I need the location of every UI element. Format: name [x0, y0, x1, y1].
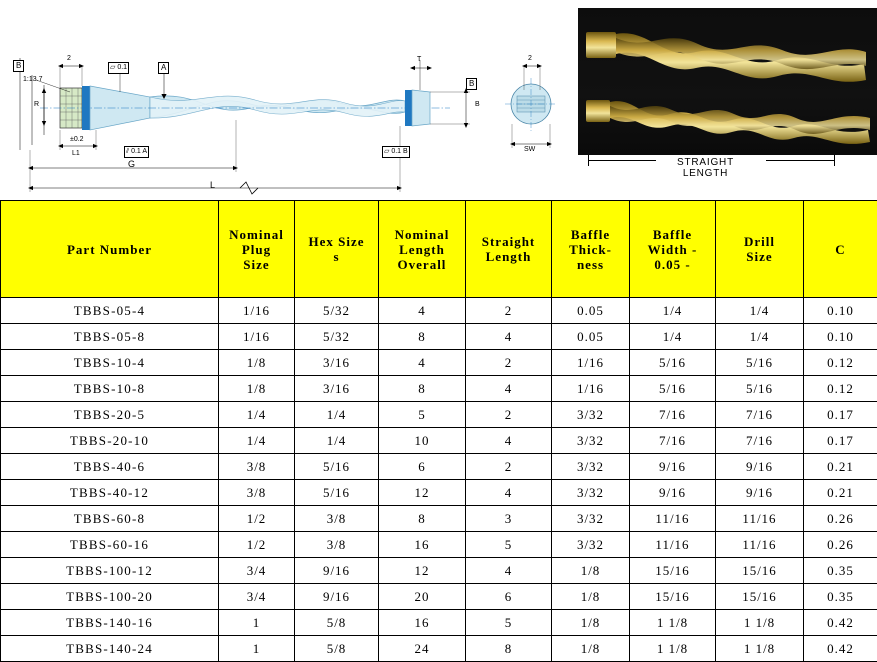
parallelism-value: 0.1 A — [131, 148, 147, 155]
spec-table-wrapper — [0, 200, 877, 662]
header-nominal-plug-size-line2: Plug — [220, 242, 293, 257]
cell-nominal-plug-size: 3/8 — [219, 480, 295, 506]
cell-hex-size: 3/8 — [295, 506, 379, 532]
cell-part-number: TBBS-100-12 — [1, 558, 219, 584]
cell-baffle-width: 1/4 — [630, 324, 716, 350]
cell-nominal-plug-size: 1/2 — [219, 506, 295, 532]
cell-hex-size: 5/32 — [295, 324, 379, 350]
cell-baffle-thickness: 0.05 — [552, 298, 630, 324]
cell-drill-size: 7/16 — [716, 428, 804, 454]
cell-nominal-length-overall: 12 — [379, 480, 466, 506]
cell-nominal-plug-size: 3/8 — [219, 454, 295, 480]
cell-part-number: TBBS-140-24 — [1, 636, 219, 662]
header-baffle-thickness-line1: Baffle — [553, 227, 628, 242]
cell-part-number: TBBS-10-8 — [1, 376, 219, 402]
cell-baffle-thickness: 3/32 — [552, 402, 630, 428]
header-baffle-thickness — [552, 201, 630, 298]
cell-c: 0.42 — [804, 636, 877, 662]
dim-g-label: G — [128, 159, 135, 169]
technical-drawing-svg — [0, 0, 580, 200]
cell-baffle-width: 11/16 — [630, 506, 716, 532]
diagram-area — [0, 0, 877, 200]
cell-drill-size: 15/16 — [716, 558, 804, 584]
product-photo — [578, 0, 877, 200]
cell-baffle-width: 11/16 — [630, 532, 716, 558]
header-nominal-plug-size — [219, 201, 295, 298]
cell-straight-length: 2 — [466, 454, 552, 480]
cell-nominal-length-overall: 24 — [379, 636, 466, 662]
header-c-line1: C — [805, 242, 876, 257]
header-baffle-thickness-line3: ness — [553, 257, 628, 272]
cell-nominal-length-overall: 4 — [379, 350, 466, 376]
cell-drill-size: 1/4 — [716, 298, 804, 324]
cell-drill-size: 9/16 — [716, 454, 804, 480]
header-nominal-length-overall-line2: Length — [380, 242, 464, 257]
cell-c: 0.10 — [804, 298, 877, 324]
header-nominal-length-overall-line3: Overall — [380, 257, 464, 272]
taper-ratio-label: 1:13.7 — [23, 76, 42, 83]
cell-c: 0.21 — [804, 454, 877, 480]
cell-straight-length: 5 — [466, 532, 552, 558]
cell-c: 0.17 — [804, 428, 877, 454]
cell-hex-size: 9/16 — [295, 584, 379, 610]
cell-part-number: TBBS-60-8 — [1, 506, 219, 532]
header-part-number — [1, 201, 219, 298]
cell-drill-size: 9/16 — [716, 480, 804, 506]
cell-drill-size: 15/16 — [716, 584, 804, 610]
cell-nominal-plug-size: 1/4 — [219, 402, 295, 428]
header-nominal-length-overall-line1: Nominal — [380, 227, 464, 242]
cell-drill-size: 5/16 — [716, 350, 804, 376]
datum-b-right: B — [466, 78, 477, 90]
straight-length-line1: STRAIGHT — [578, 157, 855, 168]
cell-baffle-width: 5/16 — [630, 376, 716, 402]
header-drill-size-line2: Size — [717, 249, 802, 264]
cell-nominal-plug-size: 1/2 — [219, 532, 295, 558]
table-body — [1, 298, 877, 662]
table-row — [1, 402, 877, 428]
cell-baffle-thickness: 3/32 — [552, 428, 630, 454]
cell-nominal-plug-size: 1/16 — [219, 324, 295, 350]
cell-baffle-thickness: 1/16 — [552, 350, 630, 376]
cell-c: 0.42 — [804, 610, 877, 636]
table-row — [1, 350, 877, 376]
cell-part-number: TBBS-10-4 — [1, 350, 219, 376]
cell-hex-size: 5/16 — [295, 454, 379, 480]
cell-c: 0.21 — [804, 480, 877, 506]
cell-straight-length: 5 — [466, 610, 552, 636]
table-row — [1, 584, 877, 610]
cell-nominal-length-overall: 8 — [379, 324, 466, 350]
twisted-baffle-photo — [578, 8, 877, 155]
header-straight-length-line1: Straight — [467, 234, 550, 249]
cell-c: 0.26 — [804, 506, 877, 532]
technical-drawing — [0, 0, 580, 200]
photo-background — [578, 8, 877, 155]
header-baffle-width-line2: Width - — [631, 242, 714, 257]
cell-baffle-thickness: 1/16 — [552, 376, 630, 402]
cell-hex-size: 5/8 — [295, 610, 379, 636]
header-baffle-width-line3: 0.05 - — [631, 257, 714, 272]
dim-l-label: L — [210, 180, 215, 190]
header-drill-size — [716, 201, 804, 298]
cell-nominal-length-overall: 16 — [379, 532, 466, 558]
cell-straight-length: 2 — [466, 402, 552, 428]
cell-nominal-plug-size: 3/4 — [219, 558, 295, 584]
datum-a: A — [158, 62, 169, 74]
cell-drill-size: 5/16 — [716, 376, 804, 402]
cell-baffle-width: 1/4 — [630, 298, 716, 324]
cell-nominal-plug-size: 1/8 — [219, 376, 295, 402]
cell-baffle-thickness: 1/8 — [552, 610, 630, 636]
cell-nominal-plug-size: 3/4 — [219, 584, 295, 610]
cell-c: 0.12 — [804, 350, 877, 376]
cell-nominal-plug-size: 1/16 — [219, 298, 295, 324]
cell-hex-size: 1/4 — [295, 428, 379, 454]
cell-c: 0.35 — [804, 584, 877, 610]
cell-baffle-width: 1 1/8 — [630, 636, 716, 662]
cell-nominal-plug-size: 1 — [219, 610, 295, 636]
cell-straight-length: 4 — [466, 428, 552, 454]
flatness-value: 0.1 — [117, 64, 127, 71]
cell-nominal-length-overall: 6 — [379, 454, 466, 480]
dim-r-label: R — [34, 101, 39, 108]
cell-hex-size: 3/8 — [295, 532, 379, 558]
table-row — [1, 636, 877, 662]
cell-straight-length: 2 — [466, 298, 552, 324]
dim-2-label: 2 — [67, 55, 71, 62]
cell-part-number: TBBS-20-5 — [1, 402, 219, 428]
cell-straight-length: 4 — [466, 324, 552, 350]
cell-nominal-length-overall: 4 — [379, 298, 466, 324]
cell-straight-length: 4 — [466, 480, 552, 506]
cell-part-number: TBBS-05-4 — [1, 298, 219, 324]
header-straight-length — [466, 201, 552, 298]
header-part-number-line1: Part Number — [2, 242, 217, 257]
cell-nominal-length-overall: 10 — [379, 428, 466, 454]
cell-nominal-length-overall: 12 — [379, 558, 466, 584]
datum-b-left: B — [13, 60, 24, 72]
cell-hex-size: 1/4 — [295, 402, 379, 428]
table-row — [1, 610, 877, 636]
table-header-row — [1, 201, 877, 298]
cell-hex-size: 9/16 — [295, 558, 379, 584]
header-baffle-width — [630, 201, 716, 298]
cell-drill-size: 7/16 — [716, 402, 804, 428]
table-row — [1, 506, 877, 532]
cell-baffle-width: 15/16 — [630, 584, 716, 610]
cell-drill-size: 1/4 — [716, 324, 804, 350]
straight-length-label — [578, 157, 855, 179]
table-row — [1, 376, 877, 402]
table-row — [1, 324, 877, 350]
header-drill-size-line1: Drill — [717, 234, 802, 249]
flatness-frame — [108, 62, 129, 74]
cell-straight-length: 4 — [466, 558, 552, 584]
cell-part-number: TBBS-20-10 — [1, 428, 219, 454]
cell-baffle-width: 9/16 — [630, 480, 716, 506]
cell-c: 0.10 — [804, 324, 877, 350]
cell-drill-size: 1 1/8 — [716, 610, 804, 636]
flatness-symbol: ⏥ — [110, 64, 117, 71]
cell-nominal-length-overall: 20 — [379, 584, 466, 610]
table-row — [1, 480, 877, 506]
cell-nominal-plug-size: 1/8 — [219, 350, 295, 376]
cell-part-number: TBBS-40-6 — [1, 454, 219, 480]
cell-c: 0.26 — [804, 532, 877, 558]
cell-nominal-plug-size: 1/4 — [219, 428, 295, 454]
parallelism-frame — [124, 146, 149, 158]
cell-c: 0.35 — [804, 558, 877, 584]
cell-hex-size: 3/16 — [295, 376, 379, 402]
cell-hex-size: 5/32 — [295, 298, 379, 324]
cell-part-number: TBBS-60-16 — [1, 532, 219, 558]
cell-baffle-thickness: 1/8 — [552, 584, 630, 610]
header-baffle-width-line1: Baffle — [631, 227, 714, 242]
cell-straight-length: 2 — [466, 350, 552, 376]
straight-length-line2: LENGTH — [578, 168, 855, 179]
header-baffle-thickness-line2: Thick- — [553, 242, 628, 257]
cell-nominal-length-overall: 8 — [379, 376, 466, 402]
dim-b-right-label: B — [475, 101, 480, 108]
cell-baffle-width: 15/16 — [630, 558, 716, 584]
parallelism-symbol: ⫽ — [126, 148, 131, 155]
cell-nominal-length-overall: 16 — [379, 610, 466, 636]
cell-drill-size: 11/16 — [716, 532, 804, 558]
header-c — [804, 201, 877, 298]
cell-baffle-thickness: 1/8 — [552, 558, 630, 584]
table-row — [1, 532, 877, 558]
header-hex-sizes-line1: Hex Size — [296, 234, 377, 249]
table-row — [1, 298, 877, 324]
cell-nominal-length-overall: 5 — [379, 402, 466, 428]
cell-baffle-thickness: 3/32 — [552, 454, 630, 480]
header-hex-sizes — [295, 201, 379, 298]
cell-part-number: TBBS-40-12 — [1, 480, 219, 506]
header-nominal-plug-size-line3: Size — [220, 257, 293, 272]
cell-drill-size: 1 1/8 — [716, 636, 804, 662]
perpendicularity-value: 0.1 B — [391, 148, 407, 155]
header-straight-length-line2: Length — [467, 249, 550, 264]
end-view-sw: SW — [524, 146, 535, 153]
end-view-dim-2: 2 — [528, 55, 532, 62]
cell-baffle-thickness: 3/32 — [552, 532, 630, 558]
cell-baffle-width: 5/16 — [630, 350, 716, 376]
cell-hex-size: 5/16 — [295, 480, 379, 506]
perpendicularity-frame — [382, 146, 410, 158]
cell-baffle-width: 9/16 — [630, 454, 716, 480]
cell-baffle-thickness: 3/32 — [552, 506, 630, 532]
cell-c: 0.17 — [804, 402, 877, 428]
spec-table — [0, 200, 877, 662]
cell-part-number: TBBS-140-16 — [1, 610, 219, 636]
perpendicularity-symbol: ⏥ — [384, 148, 391, 155]
table-row — [1, 558, 877, 584]
header-nominal-length-overall — [379, 201, 466, 298]
cell-straight-length: 4 — [466, 376, 552, 402]
cell-straight-length: 6 — [466, 584, 552, 610]
cell-straight-length: 3 — [466, 506, 552, 532]
cell-part-number: TBBS-100-20 — [1, 584, 219, 610]
dim-l1-label: L1 — [72, 150, 80, 157]
cell-baffle-thickness: 1/8 — [552, 636, 630, 662]
tolerance-label: ±0.2 — [70, 136, 84, 143]
cell-c: 0.12 — [804, 376, 877, 402]
cell-hex-size: 3/16 — [295, 350, 379, 376]
cell-baffle-width: 1 1/8 — [630, 610, 716, 636]
cell-baffle-width: 7/16 — [630, 428, 716, 454]
cell-hex-size: 5/8 — [295, 636, 379, 662]
cell-baffle-width: 7/16 — [630, 402, 716, 428]
cell-nominal-plug-size: 1 — [219, 636, 295, 662]
header-hex-sizes-line2: s — [296, 249, 377, 264]
cell-part-number: TBBS-05-8 — [1, 324, 219, 350]
cell-nominal-length-overall: 8 — [379, 506, 466, 532]
cell-straight-length: 8 — [466, 636, 552, 662]
table-row — [1, 454, 877, 480]
cell-baffle-thickness: 0.05 — [552, 324, 630, 350]
table-row — [1, 428, 877, 454]
header-nominal-plug-size-line1: Nominal — [220, 227, 293, 242]
cell-baffle-thickness: 3/32 — [552, 480, 630, 506]
dim-t-label: T — [417, 56, 421, 63]
cell-drill-size: 11/16 — [716, 506, 804, 532]
